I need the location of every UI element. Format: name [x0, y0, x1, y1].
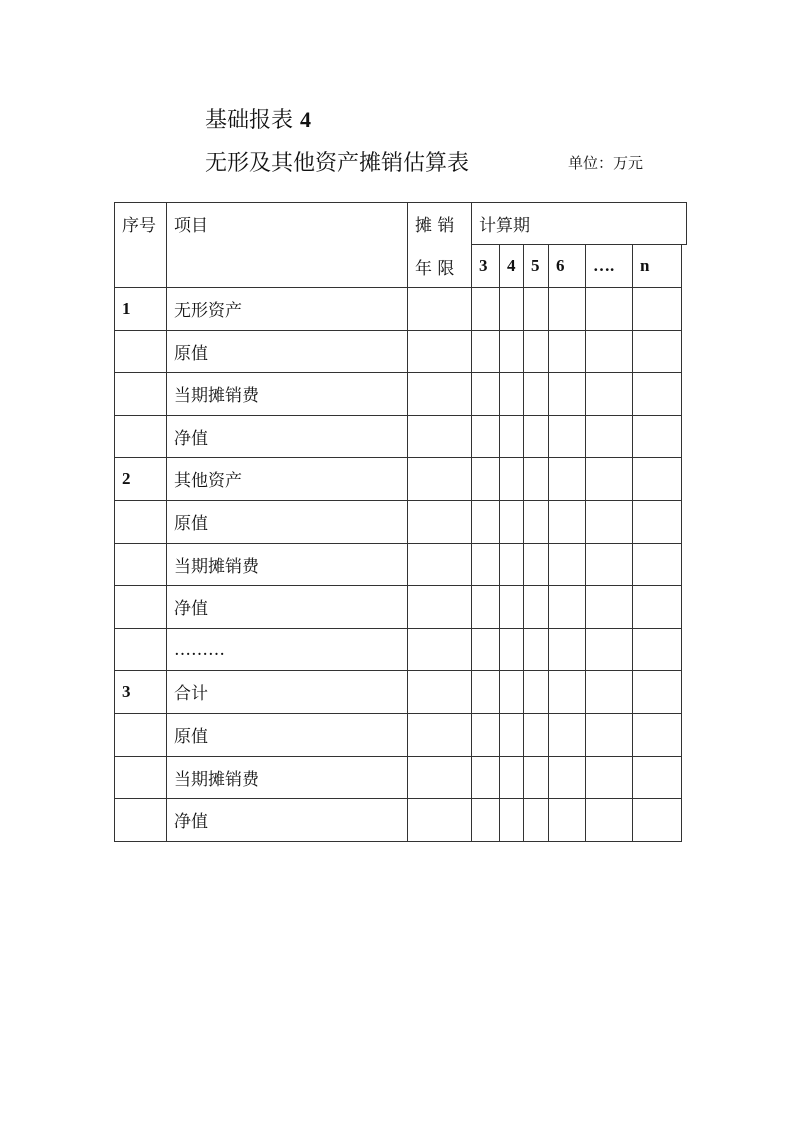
table-top-border	[114, 202, 687, 203]
col-divider	[499, 244, 500, 841]
row-seq	[114, 415, 166, 458]
row-item: ………	[174, 639, 225, 660]
col-divider	[523, 244, 524, 841]
report-title-number: 4	[300, 107, 312, 132]
row-seq: 3	[122, 681, 131, 701]
header-seq: 序号	[122, 215, 156, 236]
row-seq	[114, 713, 166, 756]
period-col-1: 4	[507, 256, 516, 275]
row-item: 原值	[174, 514, 208, 534]
col-divider	[585, 244, 586, 841]
period-col-4: ….	[593, 256, 615, 275]
row-seq	[114, 756, 166, 799]
row-item: 当期摊销费	[174, 386, 259, 406]
row-seq	[114, 585, 166, 628]
row-item: 当期摊销费	[174, 557, 259, 577]
report-title-text: 基础报表	[205, 108, 294, 133]
col-divider	[471, 202, 472, 841]
period-col-3: 6	[556, 256, 565, 275]
period-col-2: 5	[531, 256, 540, 275]
row-seq: 1	[122, 298, 131, 318]
row-item: 净值	[174, 812, 208, 832]
row-seq	[114, 798, 166, 841]
period-col-0: 3	[479, 256, 488, 275]
period-header-right-border	[686, 202, 687, 244]
row-seq: 2	[122, 468, 131, 488]
col-divider	[548, 244, 549, 841]
col-divider	[407, 202, 408, 841]
row-seq	[114, 628, 166, 671]
row-item: 当期摊销费	[174, 770, 259, 790]
report-title-line1	[205, 103, 311, 134]
col-divider	[681, 244, 682, 841]
row-seq	[114, 543, 166, 586]
row-divider	[114, 841, 682, 842]
unit-label: 单位：万元	[568, 154, 644, 172]
period-subheader-line	[471, 244, 687, 245]
row-item: 其他资产	[174, 471, 242, 491]
header-years-bottom: 年 限	[415, 258, 455, 279]
row-seq	[114, 500, 166, 543]
row-item: 原值	[174, 344, 208, 364]
report-title-line2: 无形及其他资产摊销估算表	[205, 151, 470, 176]
row-item: 净值	[174, 599, 208, 619]
row-seq	[114, 330, 166, 373]
row-item: 无形资产	[174, 301, 242, 321]
row-item: 原值	[174, 727, 208, 747]
header-years-top: 摊 销	[415, 215, 455, 236]
row-item: 合计	[174, 684, 208, 704]
row-seq	[114, 372, 166, 415]
row-item: 净值	[174, 429, 208, 449]
header-item: 项目	[174, 215, 208, 236]
col-divider	[632, 244, 633, 841]
header-period: 计算期	[479, 215, 530, 236]
period-col-5: n	[640, 256, 650, 275]
